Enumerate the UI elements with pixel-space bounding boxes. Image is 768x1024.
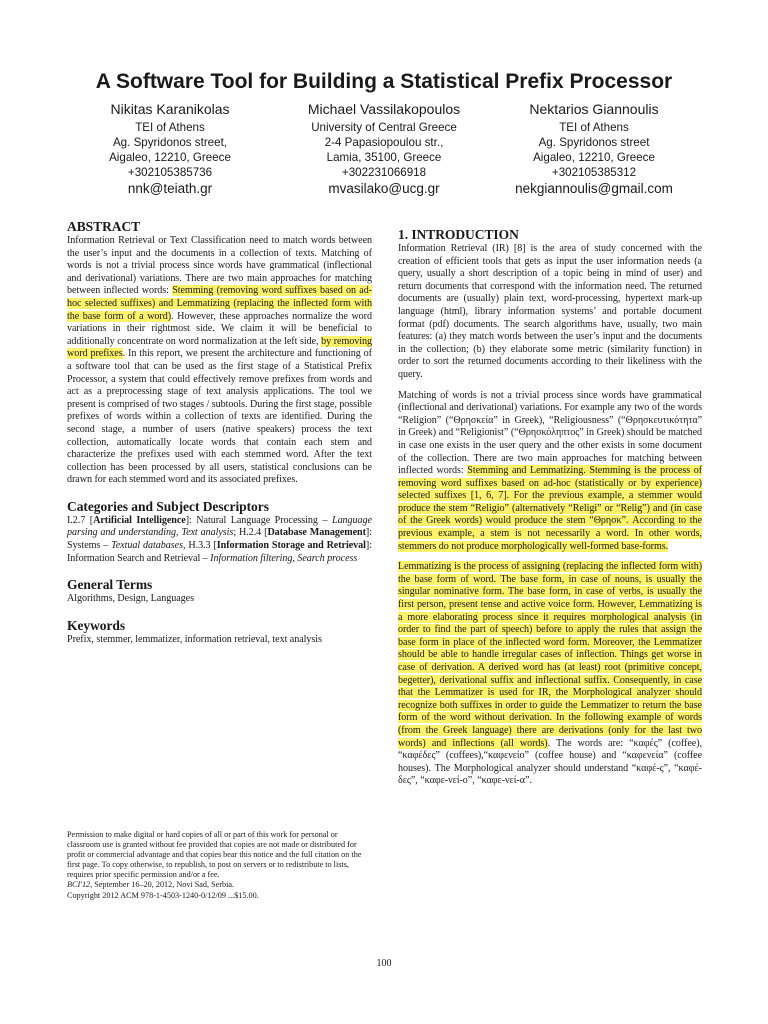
categories-part: Language parsing and understanding, Text analysis — [67, 514, 372, 539]
paper-title: A Software Tool for Building a Statistical Prefix Processor — [95, 70, 673, 93]
conference-name: BCI'12, — [67, 880, 93, 890]
introduction-heading: 1. INTRODUCTION — [398, 227, 519, 242]
categories-part: , H.3.3 [ — [182, 540, 217, 552]
abstract-highlight: Stemming (removing word suffixes based on ad-hoc selected suffixes) and Lemmatizing (replacing the inflected form with the base form of a word) — [67, 285, 373, 322]
abstract-highlight: by removing word prefixes — [67, 335, 372, 360]
categories-part: Information filtering, Search process — [210, 552, 358, 564]
intro-part: Matching of words is not a trivial process since words have grammatical (inflectional and derivational) variations. For example any two of the words “Religion” (“Θρησκεία” in Greek), “Religiousness” (“Θρησκευτικότητα” in Greek) and “Religionist” (“Θρησκόληπτος” in Greek) should be matched in case one exists in the user query and the other exists in some document of the collection. There are two main approaches for matching between inflected words: — [398, 389, 702, 477]
author-phone: +302231066918 — [341, 166, 427, 179]
general-terms-text: Algorithms, Design, Languages — [67, 593, 194, 605]
categories-part: Textual databases — [111, 540, 183, 552]
keywords-heading: Keywords — [67, 617, 126, 633]
author-phone: +302105385736 — [127, 166, 213, 179]
right-column — [398, 227, 702, 788]
intro-paragraph-3 — [398, 561, 702, 788]
intro-part: . The words are: “καφές” (coffee), “καφέδες” (coffees),“καφενείο” (coffee house) and “καφενεία” (coffee houses). The Morphological analyzer should understand “καφέ-ς”, “καφέ-δες”, “καφε-νεί-ο”, “καφε-νεί-α”. — [398, 737, 702, 787]
author-block-1 — [50, 100, 290, 198]
categories-part: ; H.2.4 [ — [233, 527, 268, 539]
categories-part: I.2.7 [ — [67, 514, 94, 526]
intro-highlight: Lemmatizing is the process of assigning (replacing the inflected form with) the base form of word. The base form, in case of nouns, is usually the singular nominative form. The base form, in case of verbs, is usually the first person, present tense and active voice form. However, Lemmatizing is a more elaborating process since it requires morphological analysis (in order to find the part of speech) before to apply the rules that assign the base form in place of the inflected word form. Moreover, the Lemmatizer should be able to handle irregular cases of inflection. Things get worse in case of derivation. A derived word has (at least) root (primitive concept, begetter), derivational suffix and inflectional suffix. Consequently, in case that the Lemmatizer is used for IR, the Morphological analyzer should recognize both suffixes in order to guide the Lemmatizer to return the base form of the word without derivation. In the following example of words (from the Greek language) there are derivations (only for the last two words) and inflections (all words) — [398, 561, 702, 749]
permission-text: Permission to make digital or hard copies of all or part of this work for personal or classroom use is granted without fee provided that copies are not made or distributed for profit or commercial advantage and that copies bear this notice and the full citation on the first page. To copy otherwise, to republish, to post on servers or to redistribute to lists, requires prior specific permission and/or a fee. — [67, 830, 362, 880]
author-name: Nikitas Karanikolas — [110, 101, 230, 117]
author-phone: +302105385312 — [551, 166, 637, 179]
keywords-text: Prefix, stemmer, lemmatizer, information retrieval, text analysis — [67, 633, 322, 645]
categories-part: ]: Information Search and Retrieval – — [67, 540, 372, 564]
author-name: Michael Vassilakopoulos — [307, 101, 461, 117]
left-column — [67, 219, 372, 646]
author-address-line: Aigaleo, 12210, Greece — [109, 151, 231, 164]
author-address-line: Ag. Spyridonos street, — [112, 136, 228, 149]
abstract-part: . In this report, we present the architecture and functioning of a software tool that can be used as the first stage of a Statistical Prefix Processor, a system that could effectively remove prefixes from words and act as a preprocessing stage of text analysis applications. The tool we present is comprised of two stages / subtools. During the first stage, possible prefixes of words within a collection of texts are identified. During the second stage, a number of users (native speakers) process the text collection, automatically locate words that contain each stem and characterize the prefixes used with each stemmed word. After the text collection has been processed by all users, statistical conclusions can be drawn for each stemmed word and its associated prefixes. — [67, 348, 372, 486]
author-affiliation: University of Central Greece — [311, 121, 457, 134]
author-block-2 — [264, 100, 504, 198]
intro-highlight: Stemming and Lemmatizing. Stemming is the process of removing word suffixes based on ad-hoc (statistically or by experience) selected suffixes [1, 6, 7]. For the previous example, a stemmer would produce the stem “Religio” (alternatively “Religi” or “Relig”) and (in case of the Greek words) would produce the stem “Θρησκ”. According to the previous example, a stem is not necessarily a word. In other words, stemmers do not produce morphologically well-formed base-forms. — [398, 465, 703, 552]
categories-part: ]: Natural Language Processing – — [185, 514, 332, 526]
abstract-text — [67, 235, 372, 487]
categories-part: Information Storage and Retrieval — [216, 540, 366, 552]
permission-notice — [67, 830, 372, 901]
categories-part: Database Management — [267, 527, 366, 539]
author-email: nnk@teiath.gr — [127, 181, 213, 196]
intro-paragraph-2 — [398, 390, 702, 554]
author-name: Nektarios Giannoulis — [529, 101, 659, 117]
author-affiliation: TEI of Athens — [135, 121, 205, 134]
abstract-heading: ABSTRACT — [67, 219, 141, 234]
author-address-line: Lamia, 35100, Greece — [326, 151, 442, 164]
author-affiliation: TEI of Athens — [559, 121, 629, 134]
copyright-line: Copyright 2012 ACM 978-1-4503-1240-0/12/09 ...$15.00. — [67, 890, 259, 900]
author-address-line: Aigaleo, 12210, Greece — [533, 151, 655, 164]
general-terms-heading: General Terms — [67, 577, 153, 593]
categories-text — [67, 515, 372, 565]
abstract-part: Information Retrieval or Text Classification need to match words between the user’s input and the documents in a collection of texts. Matching of words is not a trivial process since words have grammatical (inflectional and derivational) variations. There are two main approaches for matching between inflected words: — [67, 235, 372, 297]
intro-paragraph-1: Information Retrieval (IR) [8] is the area of study concerned with the creation of efficient tools that gets as input the user information needs (a query, usually a short description of a topic being in mind of user) and return documents that correspond with the information need. The returned documents are (usually) plain text, word-processing, hypertext mark-up language (html), library information systems’ and portable document format (pdf) documents. The search algorithms have, usually, two main features: (a) they match words between the user’s input and the documents in the collection; (b) they elaborate some metric (similarity function) in order to sort the returned documents according to their likeliness with the query. — [398, 243, 702, 380]
conference-details: September 16–20, 2012, Novi Sad, Serbia. — [92, 880, 235, 890]
abstract-part: . However, these approaches normalize the word variations in their rightmost side. We claim it will be beneficial to additionally concentrate on word normalization at the left side, — [67, 310, 372, 347]
categories-heading: Categories and Subject Descriptors — [67, 498, 269, 514]
categories-part: Artificial Intelligence — [93, 514, 186, 526]
page-number: 100 — [376, 958, 392, 969]
author-email: nekgiannoulis@gmail.com — [515, 181, 673, 196]
categories-part: ]: Systems – — [67, 527, 372, 552]
author-block-3 — [474, 100, 714, 198]
conference-line — [67, 880, 372, 890]
author-address-line: 2-4 Papasiopoulou str., — [324, 136, 444, 149]
author-email: mvasilako@ucg.gr — [328, 181, 440, 196]
author-address-line: Ag. Spyridonos street — [538, 136, 650, 149]
